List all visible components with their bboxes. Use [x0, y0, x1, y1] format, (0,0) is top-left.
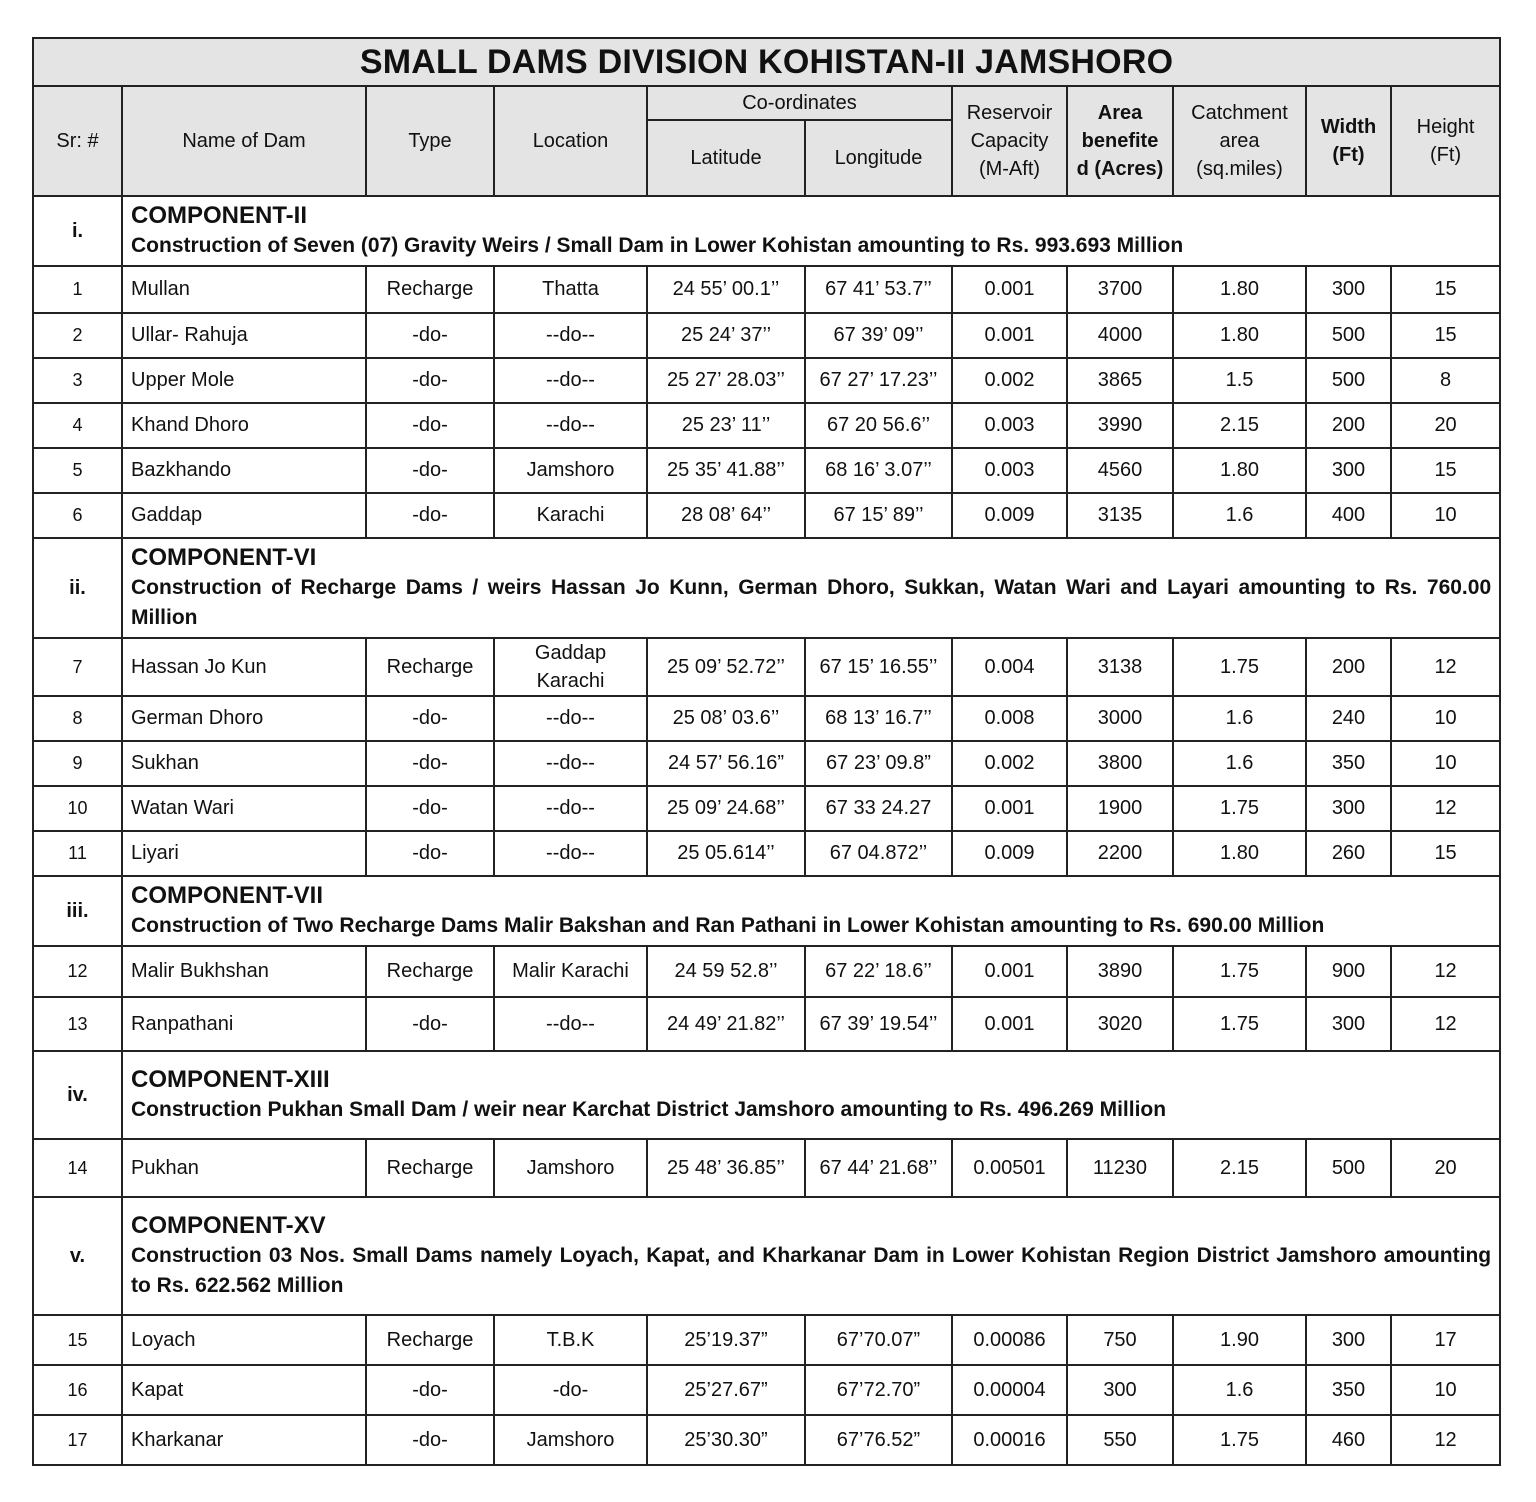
cell-location: Karachi — [494, 493, 647, 538]
cell-name: Khand Dhoro — [122, 403, 366, 448]
cell-sr: 3 — [33, 358, 122, 403]
cell-type: -do- — [366, 1415, 494, 1465]
cell-catchment: 1.6 — [1173, 696, 1306, 741]
header-latitude: Latitude — [647, 120, 805, 196]
component-row — [33, 1051, 1500, 1139]
cell-lat: 25 35’ 41.88’’ — [647, 448, 805, 493]
header-sr: Sr: # — [33, 86, 122, 196]
cell-capacity: 0.00016 — [952, 1415, 1067, 1465]
cell-lon: 67 04.872’’ — [805, 831, 952, 876]
table-row — [33, 1415, 1500, 1465]
cell-capacity: 0.004 — [952, 638, 1067, 696]
header-area — [1067, 86, 1173, 196]
table-row — [33, 786, 1500, 831]
cell-width: 300 — [1306, 448, 1391, 493]
component-title: COMPONENT-XV — [131, 1212, 326, 1239]
cell-height: 10 — [1391, 741, 1500, 786]
cell-capacity: 0.003 — [952, 448, 1067, 493]
cell-name: Malir Bukhshan — [122, 946, 366, 997]
page-title: SMALL DAMS DIVISION KOHISTAN-II JAMSHORO — [33, 38, 1500, 86]
cell-catchment: 1.6 — [1173, 741, 1306, 786]
header-catchment-line1: Catchment — [1191, 102, 1288, 124]
cell-capacity: 0.001 — [952, 997, 1067, 1051]
cell-area: 3000 — [1067, 696, 1173, 741]
cell-capacity: 0.009 — [952, 493, 1067, 538]
cell-area: 3990 — [1067, 403, 1173, 448]
cell-height: 10 — [1391, 493, 1500, 538]
cell-sr: 15 — [33, 1315, 122, 1365]
cell-name: Kapat — [122, 1365, 366, 1415]
cell-catchment: 1.75 — [1173, 638, 1306, 696]
cell-capacity: 0.002 — [952, 358, 1067, 403]
cell-name: Ranpathani — [122, 997, 366, 1051]
cell-location: Thatta — [494, 266, 647, 313]
cell-height: 15 — [1391, 313, 1500, 358]
header-height-line2: (Ft) — [1430, 144, 1462, 166]
header-width-line2: (Ft) — [1332, 144, 1365, 166]
header-width — [1306, 86, 1391, 196]
cell-location: Malir Karachi — [494, 946, 647, 997]
cell-lon: 67 15’ 16.55’’ — [805, 638, 952, 696]
cell-location: Gaddap Karachi — [494, 638, 647, 696]
component-title: COMPONENT-VII — [131, 882, 324, 909]
table-row — [33, 696, 1500, 741]
table-row — [33, 266, 1500, 313]
cell-sr: 7 — [33, 638, 122, 696]
cell-catchment: 1.75 — [1173, 1415, 1306, 1465]
cell-lat: 25 08’ 03.6’’ — [647, 696, 805, 741]
header-type: Type — [366, 86, 494, 196]
cell-sr: 14 — [33, 1139, 122, 1197]
cell-sr: 12 — [33, 946, 122, 997]
cell-height: 12 — [1391, 1415, 1500, 1465]
cell-capacity: 0.00501 — [952, 1139, 1067, 1197]
cell-name: Watan Wari — [122, 786, 366, 831]
cell-capacity: 0.008 — [952, 696, 1067, 741]
cell-type: -do- — [366, 493, 494, 538]
cell-location: --do-- — [494, 831, 647, 876]
cell-name: Bazkhando — [122, 448, 366, 493]
header-reservoir-line1: Reservoir — [966, 102, 1053, 124]
cell-capacity: 0.00004 — [952, 1365, 1067, 1415]
cell-capacity: 0.00086 — [952, 1315, 1067, 1365]
cell-type: -do- — [366, 696, 494, 741]
cell-capacity: 0.009 — [952, 831, 1067, 876]
cell-name: Pukhan — [122, 1139, 366, 1197]
cell-area: 11230 — [1067, 1139, 1173, 1197]
cell-height: 8 — [1391, 358, 1500, 403]
cell-catchment: 1.6 — [1173, 493, 1306, 538]
cell-type: -do- — [366, 358, 494, 403]
cell-height: 12 — [1391, 638, 1500, 696]
table-row — [33, 1365, 1500, 1415]
cell-width: 460 — [1306, 1415, 1391, 1465]
component-description: Construction 03 Nos. Small Dams namely Loyach, Kapat, and Kharkanar Dam in Lower Kohistan Region District Jamshoro amounting to Rs. 622.562 Million — [131, 1244, 1492, 1297]
cell-location: --do-- — [494, 696, 647, 741]
cell-name: Sukhan — [122, 741, 366, 786]
cell-height: 15 — [1391, 831, 1500, 876]
cell-lat: 25’30.30” — [647, 1415, 805, 1465]
component-row — [33, 538, 1500, 638]
header-catchment — [1173, 86, 1306, 196]
cell-location: T.B.K — [494, 1315, 647, 1365]
cell-height: 10 — [1391, 696, 1500, 741]
cell-sr: 5 — [33, 448, 122, 493]
cell-lat: 24 57’ 56.16” — [647, 741, 805, 786]
cell-catchment: 1.75 — [1173, 786, 1306, 831]
cell-width: 300 — [1306, 997, 1391, 1051]
cell-lat: 24 49’ 21.82’’ — [647, 997, 805, 1051]
cell-capacity: 0.003 — [952, 403, 1067, 448]
cell-type: Recharge — [366, 266, 494, 313]
cell-area: 3138 — [1067, 638, 1173, 696]
cell-lon: 67’76.52” — [805, 1415, 952, 1465]
cell-catchment: 1.75 — [1173, 997, 1306, 1051]
cell-location: --do-- — [494, 741, 647, 786]
cell-type: Recharge — [366, 1315, 494, 1365]
cell-location: --do-- — [494, 313, 647, 358]
cell-lat: 25 24’ 37’’ — [647, 313, 805, 358]
cell-lat: 25 23’ 11’’ — [647, 403, 805, 448]
cell-lon: 67 44’ 21.68’’ — [805, 1139, 952, 1197]
cell-lon: 67 39’ 19.54’’ — [805, 997, 952, 1051]
cell-lat: 25’19.37” — [647, 1315, 805, 1365]
cell-sr: 16 — [33, 1365, 122, 1415]
cell-type: -do- — [366, 997, 494, 1051]
cell-capacity: 0.001 — [952, 786, 1067, 831]
cell-capacity: 0.001 — [952, 946, 1067, 997]
component-title: COMPONENT-VI — [131, 544, 317, 571]
cell-height: 17 — [1391, 1315, 1500, 1365]
cell-lon: 67 41’ 53.7’’ — [805, 266, 952, 313]
cell-type: -do- — [366, 741, 494, 786]
component-cell — [122, 538, 1500, 638]
cell-lon: 67 20 56.6’’ — [805, 403, 952, 448]
header-catchment-line2: area — [1219, 130, 1260, 152]
cell-catchment: 1.80 — [1173, 266, 1306, 313]
cell-sr: 10 — [33, 786, 122, 831]
component-description: Construction of Two Recharge Dams Malir Bakshan and Ran Pathani in Lower Kohistan amounting to Rs. 690.00 Million — [131, 914, 1325, 937]
cell-lat: 25’27.67” — [647, 1365, 805, 1415]
header-width-line1: Width — [1320, 116, 1377, 138]
component-number: ii. — [33, 538, 122, 638]
cell-width: 500 — [1306, 358, 1391, 403]
cell-lon: 67 23’ 09.8” — [805, 741, 952, 786]
cell-catchment: 1.80 — [1173, 448, 1306, 493]
cell-catchment: 1.6 — [1173, 1365, 1306, 1415]
cell-type: -do- — [366, 403, 494, 448]
header-area-line3: d (Acres) — [1076, 158, 1164, 180]
cell-width: 260 — [1306, 831, 1391, 876]
cell-location: --do-- — [494, 786, 647, 831]
cell-location: -do- — [494, 1365, 647, 1415]
header-catchment-line3: (sq.miles) — [1196, 158, 1283, 180]
cell-lat: 25 09’ 24.68’’ — [647, 786, 805, 831]
header-reservoir-line3: (M-Aft) — [978, 158, 1041, 180]
table-row — [33, 1139, 1500, 1197]
component-row — [33, 1197, 1500, 1315]
cell-lon: 67 15’ 89’’ — [805, 493, 952, 538]
cell-area: 4000 — [1067, 313, 1173, 358]
cell-width: 300 — [1306, 1315, 1391, 1365]
cell-area: 3865 — [1067, 358, 1173, 403]
cell-area: 3890 — [1067, 946, 1173, 997]
component-row — [33, 876, 1500, 946]
component-cell — [122, 876, 1500, 946]
table-row — [33, 448, 1500, 493]
cell-name: Loyach — [122, 1315, 366, 1365]
cell-catchment: 1.75 — [1173, 946, 1306, 997]
cell-capacity: 0.001 — [952, 266, 1067, 313]
cell-name: Gaddap — [122, 493, 366, 538]
cell-height: 20 — [1391, 403, 1500, 448]
cell-area: 2200 — [1067, 831, 1173, 876]
cell-lon: 67 33 24.27 — [805, 786, 952, 831]
cell-type: -do- — [366, 831, 494, 876]
cell-height: 12 — [1391, 997, 1500, 1051]
cell-width: 500 — [1306, 1139, 1391, 1197]
cell-sr: 4 — [33, 403, 122, 448]
header-reservoir — [952, 86, 1067, 196]
cell-width: 300 — [1306, 786, 1391, 831]
cell-lon: 67 39’ 09’’ — [805, 313, 952, 358]
cell-lat: 24 59 52.8’’ — [647, 946, 805, 997]
cell-sr: 2 — [33, 313, 122, 358]
cell-type: Recharge — [366, 1139, 494, 1197]
cell-area: 550 — [1067, 1415, 1173, 1465]
table-row — [33, 313, 1500, 358]
cell-height: 15 — [1391, 266, 1500, 313]
cell-lon: 67 27’ 17.23’’ — [805, 358, 952, 403]
table-row — [33, 638, 1500, 696]
cell-location: --do-- — [494, 997, 647, 1051]
cell-catchment: 1.90 — [1173, 1315, 1306, 1365]
cell-width: 200 — [1306, 403, 1391, 448]
cell-lon: 68 13’ 16.7’’ — [805, 696, 952, 741]
cell-sr: 1 — [33, 266, 122, 313]
cell-area: 3800 — [1067, 741, 1173, 786]
cell-height: 12 — [1391, 946, 1500, 997]
header-location: Location — [494, 86, 647, 196]
cell-name: Liyari — [122, 831, 366, 876]
cell-location: --do-- — [494, 403, 647, 448]
cell-lon: 67’70.07” — [805, 1315, 952, 1365]
cell-sr: 13 — [33, 997, 122, 1051]
cell-width: 500 — [1306, 313, 1391, 358]
component-number: iv. — [33, 1051, 122, 1139]
cell-sr: 9 — [33, 741, 122, 786]
cell-width: 400 — [1306, 493, 1391, 538]
cell-type: -do- — [366, 448, 494, 493]
header-coordinates: Co-ordinates — [647, 86, 952, 120]
cell-width: 900 — [1306, 946, 1391, 997]
cell-lat: 25 09’ 52.72’’ — [647, 638, 805, 696]
cell-location: Jamshoro — [494, 1415, 647, 1465]
cell-lon: 68 16’ 3.07’’ — [805, 448, 952, 493]
cell-lat: 24 55’ 00.1’’ — [647, 266, 805, 313]
table-row — [33, 741, 1500, 786]
cell-lon: 67 22’ 18.6’’ — [805, 946, 952, 997]
cell-location: --do-- — [494, 358, 647, 403]
dams-document — [32, 37, 1499, 1466]
header-area-line1: Area — [1097, 102, 1143, 124]
header-area-line2: benefite — [1081, 130, 1159, 152]
cell-type: Recharge — [366, 946, 494, 997]
cell-sr: 11 — [33, 831, 122, 876]
cell-area: 3135 — [1067, 493, 1173, 538]
cell-width: 350 — [1306, 741, 1391, 786]
cell-type: -do- — [366, 786, 494, 831]
cell-area: 3020 — [1067, 997, 1173, 1051]
cell-name: Kharkanar — [122, 1415, 366, 1465]
cell-area: 4560 — [1067, 448, 1173, 493]
component-number: i. — [33, 196, 122, 266]
cell-catchment: 2.15 — [1173, 403, 1306, 448]
cell-sr: 6 — [33, 493, 122, 538]
component-cell — [122, 1051, 1500, 1139]
cell-area: 3700 — [1067, 266, 1173, 313]
cell-type: Recharge — [366, 638, 494, 696]
table-row — [33, 403, 1500, 448]
table-body — [33, 196, 1500, 1465]
cell-name: Hassan Jo Kun — [122, 638, 366, 696]
cell-width: 200 — [1306, 638, 1391, 696]
header-height — [1391, 86, 1500, 196]
cell-width: 350 — [1306, 1365, 1391, 1415]
cell-area: 1900 — [1067, 786, 1173, 831]
cell-width: 300 — [1306, 266, 1391, 313]
header-height-line1: Height — [1416, 116, 1475, 138]
cell-lat: 25 05.614’’ — [647, 831, 805, 876]
component-title: COMPONENT-XIII — [131, 1066, 330, 1093]
cell-lat: 28 08’ 64’’ — [647, 493, 805, 538]
component-cell — [122, 196, 1500, 266]
cell-type: -do- — [366, 313, 494, 358]
cell-height: 12 — [1391, 786, 1500, 831]
cell-catchment: 1.80 — [1173, 831, 1306, 876]
cell-sr: 17 — [33, 1415, 122, 1465]
table-row — [33, 1315, 1500, 1365]
cell-location: Jamshoro — [494, 448, 647, 493]
component-description: Construction of Seven (07) Gravity Weirs / Small Dam in Lower Kohistan amounting to Rs. 993.693 Million — [131, 234, 1184, 257]
cell-height: 15 — [1391, 448, 1500, 493]
component-description: Construction of Recharge Dams / weirs Hassan Jo Kunn, German Dhoro, Sukkan, Watan Wari and Layari amounting to Rs. 760.00 Million — [131, 576, 1492, 629]
header-name: Name of Dam — [122, 86, 366, 196]
cell-capacity: 0.002 — [952, 741, 1067, 786]
component-row — [33, 196, 1500, 266]
component-number: iii. — [33, 876, 122, 946]
component-number: v. — [33, 1197, 122, 1315]
cell-name: German Dhoro — [122, 696, 366, 741]
dams-table — [32, 37, 1501, 1466]
cell-catchment: 1.5 — [1173, 358, 1306, 403]
table-row — [33, 946, 1500, 997]
component-cell — [122, 1197, 1500, 1315]
cell-location: Jamshoro — [494, 1139, 647, 1197]
cell-name: Mullan — [122, 266, 366, 313]
cell-area: 750 — [1067, 1315, 1173, 1365]
cell-catchment: 1.80 — [1173, 313, 1306, 358]
cell-capacity: 0.001 — [952, 313, 1067, 358]
cell-width: 240 — [1306, 696, 1391, 741]
header-longitude: Longitude — [805, 120, 952, 196]
cell-area: 300 — [1067, 1365, 1173, 1415]
cell-name: Ullar- Rahuja — [122, 313, 366, 358]
cell-lat: 25 27’ 28.03’’ — [647, 358, 805, 403]
table-row — [33, 831, 1500, 876]
header-reservoir-line2: Capacity — [970, 130, 1049, 152]
cell-catchment: 2.15 — [1173, 1139, 1306, 1197]
cell-sr: 8 — [33, 696, 122, 741]
table-row — [33, 493, 1500, 538]
component-title: COMPONENT-II — [131, 202, 308, 229]
cell-name: Upper Mole — [122, 358, 366, 403]
component-description: Construction Pukhan Small Dam / weir near Karchat District Jamshoro amounting to Rs. 496.269 Million — [131, 1098, 1167, 1121]
cell-lon: 67’72.70” — [805, 1365, 952, 1415]
table-row — [33, 358, 1500, 403]
cell-lat: 25 48’ 36.85’’ — [647, 1139, 805, 1197]
cell-height: 10 — [1391, 1365, 1500, 1415]
cell-type: -do- — [366, 1365, 494, 1415]
cell-height: 20 — [1391, 1139, 1500, 1197]
table-row — [33, 997, 1500, 1051]
